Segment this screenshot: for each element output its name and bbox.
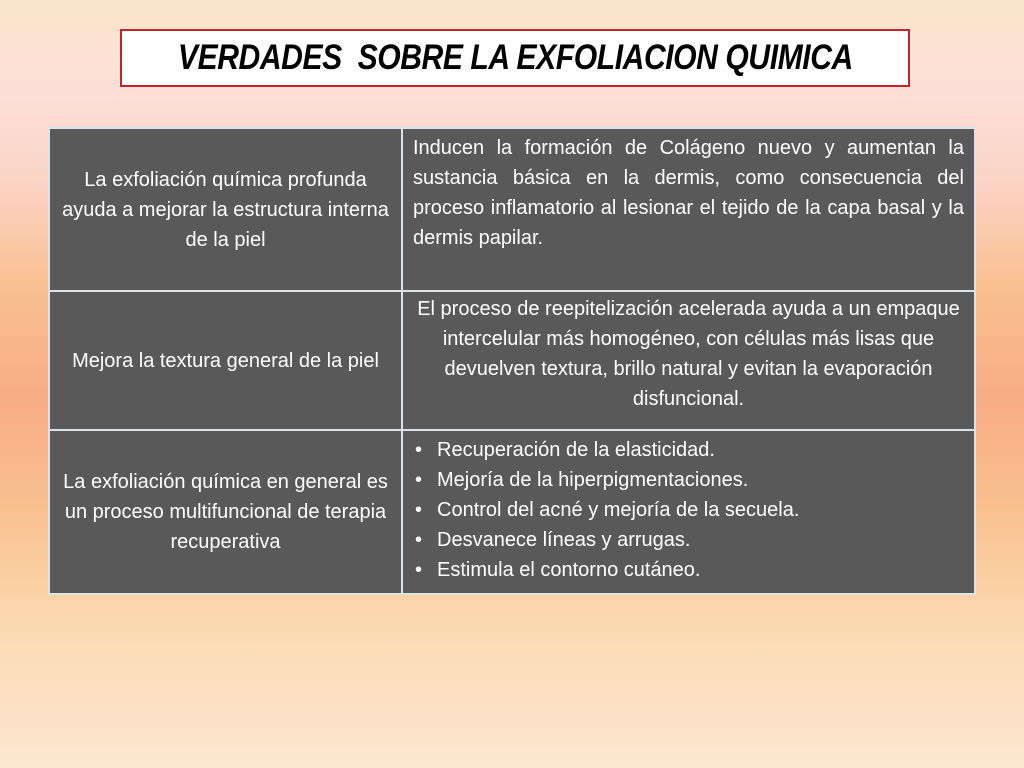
- list-item-text: Control del acné y mejoría de la secuela.: [437, 499, 800, 521]
- list-item-text: Recuperación de la elasticidad.: [437, 439, 715, 461]
- row-3-benefits: [402, 430, 975, 594]
- list-item: [413, 435, 964, 465]
- bullet-icon: •: [415, 439, 423, 461]
- bullet-icon: •: [415, 529, 423, 551]
- title-box: [120, 29, 910, 87]
- list-item: [413, 495, 964, 525]
- table-row: [49, 291, 975, 430]
- list-item-text: Mejoría de la hiperpigmentaciones.: [437, 469, 749, 491]
- bullet-icon: •: [415, 559, 423, 581]
- list-item-text: Estimula el contorno cutáneo.: [437, 559, 701, 581]
- row-1-explanation: Inducen la formación de Colágeno nuevo y aumentan la sustancia básica en la dermis, como consecuencia del proceso inflamatorio al lesionar el tejido de la capa basal y la dermis papilar.: [402, 128, 975, 291]
- table-row: [49, 430, 975, 594]
- row-3-claim: La exfoliación química en general es un proceso multifuncional de terapia recuperativa: [49, 430, 402, 594]
- row-1-claim: La exfoliación química profunda ayuda a mejorar la estructura interna de la piel: [49, 128, 402, 291]
- list-item-text: Desvanece líneas y arrugas.: [437, 529, 691, 551]
- row-2-explanation: El proceso de reepitelización acelerada ayuda a un empaque intercelular más homogéneo, con células más lisas que devuelven textura, brillo natural y evitan la evaporación disfuncional.: [402, 291, 975, 430]
- facts-table: [48, 127, 976, 595]
- row-2-claim: Mejora la textura general de la piel: [49, 291, 402, 430]
- bullet-icon: •: [415, 469, 423, 491]
- benefits-list: [413, 435, 964, 585]
- slide-title: VERDADES SOBRE LA EXFOLIACION QUIMICA: [177, 38, 853, 77]
- bullet-icon: •: [415, 499, 423, 521]
- table-row: [49, 128, 975, 291]
- list-item: [413, 555, 964, 585]
- list-item: [413, 465, 964, 495]
- list-item: [413, 525, 964, 555]
